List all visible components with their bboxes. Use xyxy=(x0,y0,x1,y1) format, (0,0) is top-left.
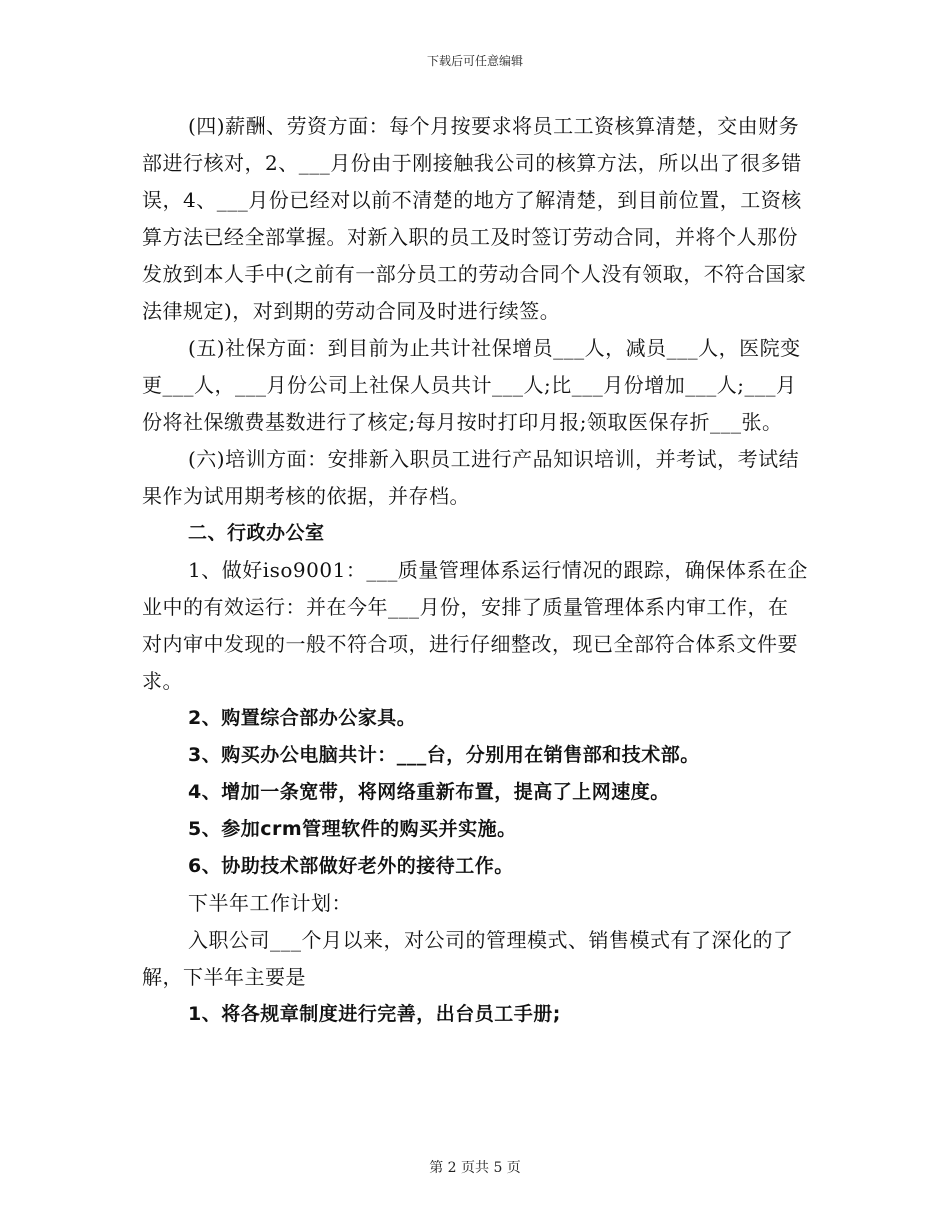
item-crm-software: 5、参加crm管理软件的购买并实施。 xyxy=(188,818,517,840)
item-broadband: 4、增加一条宽带，将网络重新布置，提高了上网速度。 xyxy=(188,781,670,803)
page-header: 下载后可任意编辑 xyxy=(426,54,523,68)
paragraph-social-security: (五)社保方面：到目前为止共计社保增员___人，减员___人，医院变更___人，___月份公司上社保人员共计___人;比___月份增加___人;___月份将社保缴费基数进行了核定;每月按时打印月报;领取医保存折___张。 xyxy=(142,336,801,434)
item-office-furniture: 2、购置综合部办公家具。 xyxy=(188,707,417,729)
paragraph-salary: (四)薪酬、劳资方面：每个月按要求将员工工资核算清楚，交由财务部进行核对，2、___月份由于刚接触我公司的核算方法，所以出了很多错误，4、___月份已经对以前不清楚的地方了解清楚，到目前位置，工资核算方法已经全部掌握。对新入职的员工及时签订劳动合同，并将个人那份发放到本人手中(之前有一部分员工的劳动合同个人没有领取，不符合国家法律规定)，对到期的劳动合同及时进行续签。 xyxy=(142,114,807,323)
paragraph-training: (六)培训方面：安排新入职员工进行产品知识培训，并考试，考试结果作为试用期考核的依据，并存档。 xyxy=(142,447,800,508)
paragraph-iso9001: 1、做好iso9001：___质量管理体系运行情况的跟踪，确保体系在企业中的有效运行：并在今年___月份，安排了质量管理体系内审工作，在对内审中发现的一般不符合项，进行仔细整改，现已全部符合体系文件要求。 xyxy=(142,558,808,693)
plan-item-regulations: 1、将各规章制度进行完善，出台员工手册; xyxy=(188,1003,561,1025)
section-heading-admin-office: 二、行政办公室 xyxy=(188,522,325,544)
item-office-computers: 3、购买办公电脑共计：___台，分别用在销售部和技术部。 xyxy=(188,744,700,766)
paragraph-plan-title: 下半年工作计划： xyxy=(188,891,352,915)
item-foreign-reception: 6、协助技术部做好老外的接待工作。 xyxy=(188,855,514,877)
paragraph-plan-intro: 入职公司___个月以来，对公司的管理模式、销售模式有了深化的了解，下半年主要是 xyxy=(142,928,794,989)
page-footer: 第 2 页共 5 页 xyxy=(429,1160,521,1176)
document-body xyxy=(142,108,808,1033)
